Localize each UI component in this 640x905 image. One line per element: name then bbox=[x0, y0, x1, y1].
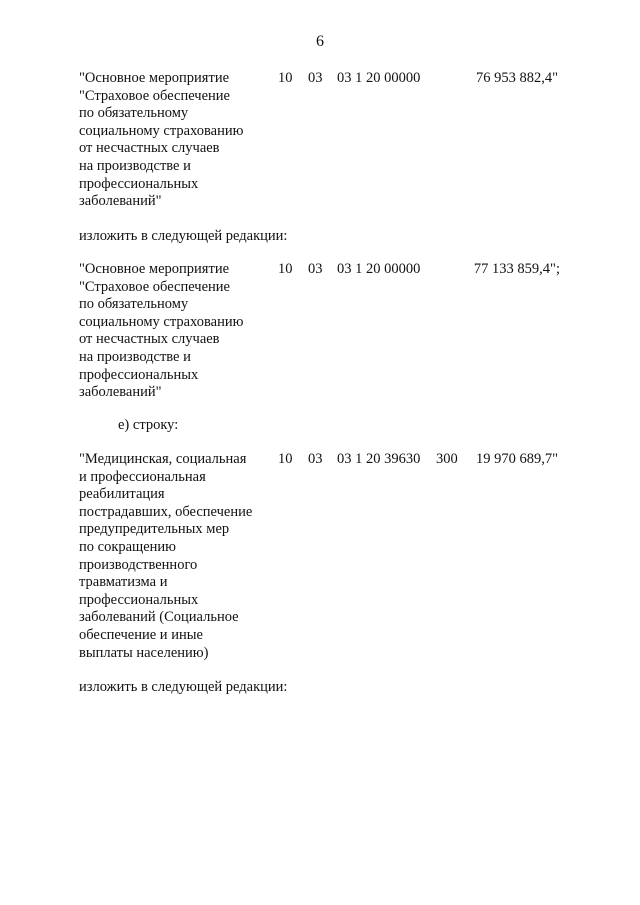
row-name-line: профессиональных bbox=[79, 366, 199, 383]
row-expense-type-code: 300 bbox=[436, 451, 458, 467]
row-name-line: по обязательному bbox=[79, 105, 189, 122]
row-name-line: профессиональных bbox=[79, 591, 199, 608]
row-name-line: "Медицинская, социальная bbox=[79, 451, 247, 467]
row-subsection-code: 03 bbox=[308, 261, 323, 277]
row-name-line: "Страховое обеспечение bbox=[79, 278, 230, 295]
row-name-line: социальному страхованию bbox=[79, 313, 244, 330]
row-name-line: производственного bbox=[79, 556, 198, 573]
row-amount: 77 133 859,4"; bbox=[473, 261, 560, 277]
row-section-code: 10 bbox=[278, 70, 293, 86]
row-name-line: "Основное мероприятие bbox=[79, 261, 230, 277]
row-section-code: 10 bbox=[278, 261, 293, 277]
page-number: 6 bbox=[316, 33, 324, 50]
row-name-line: от несчастных случаев bbox=[79, 140, 220, 157]
row-name-line: и профессиональная bbox=[79, 468, 206, 485]
row-amount: 19 970 689,7" bbox=[475, 451, 558, 467]
row-name bbox=[79, 70, 269, 211]
row-target-code: 03 1 20 00000 bbox=[337, 261, 421, 277]
row-subsection-code: 03 bbox=[308, 70, 323, 86]
row-name-line: заболеваний (Социальное bbox=[79, 609, 239, 626]
row-name-line: выплаты населению) bbox=[79, 644, 209, 661]
row-name-line: социальному страхованию bbox=[79, 122, 244, 139]
instruction-paragraph: изложить в следующей редакции: bbox=[79, 228, 288, 244]
instruction-paragraph: изложить в следующей редакции: bbox=[79, 679, 288, 695]
row-name-line: предупредительных мер bbox=[79, 521, 230, 538]
instruction-paragraph: е) строку: bbox=[118, 417, 179, 433]
row-name-line: на производстве и bbox=[79, 348, 191, 365]
row-name-line: травматизма и bbox=[79, 574, 168, 591]
row-target-code: 03 1 20 00000 bbox=[337, 70, 421, 86]
row-name-line: заболеваний" bbox=[79, 193, 162, 210]
row-name-line: пострадавших, обеспечение bbox=[79, 503, 253, 520]
row-target-code: 03 1 20 39630 bbox=[337, 451, 421, 467]
row-amount: 76 953 882,4" bbox=[475, 70, 558, 86]
row-section-code: 10 bbox=[278, 451, 293, 467]
row-name-line: от несчастных случаев bbox=[79, 331, 220, 348]
row-subsection-code: 03 bbox=[308, 451, 323, 467]
row-name-line: "Основное мероприятие bbox=[79, 70, 230, 86]
row-name-line: "Страховое обеспечение bbox=[79, 87, 230, 104]
row-name-line: обеспечение и иные bbox=[79, 626, 203, 643]
row-name-line: реабилитация bbox=[79, 486, 165, 503]
row-name bbox=[79, 451, 269, 662]
row-name-line: заболеваний" bbox=[79, 384, 162, 401]
row-name-line: по сокращению bbox=[79, 538, 177, 555]
row-name bbox=[79, 261, 269, 402]
row-name-line: профессиональных bbox=[79, 175, 199, 192]
row-name-line: на производстве и bbox=[79, 157, 191, 174]
row-name-line: по обязательному bbox=[79, 296, 189, 313]
